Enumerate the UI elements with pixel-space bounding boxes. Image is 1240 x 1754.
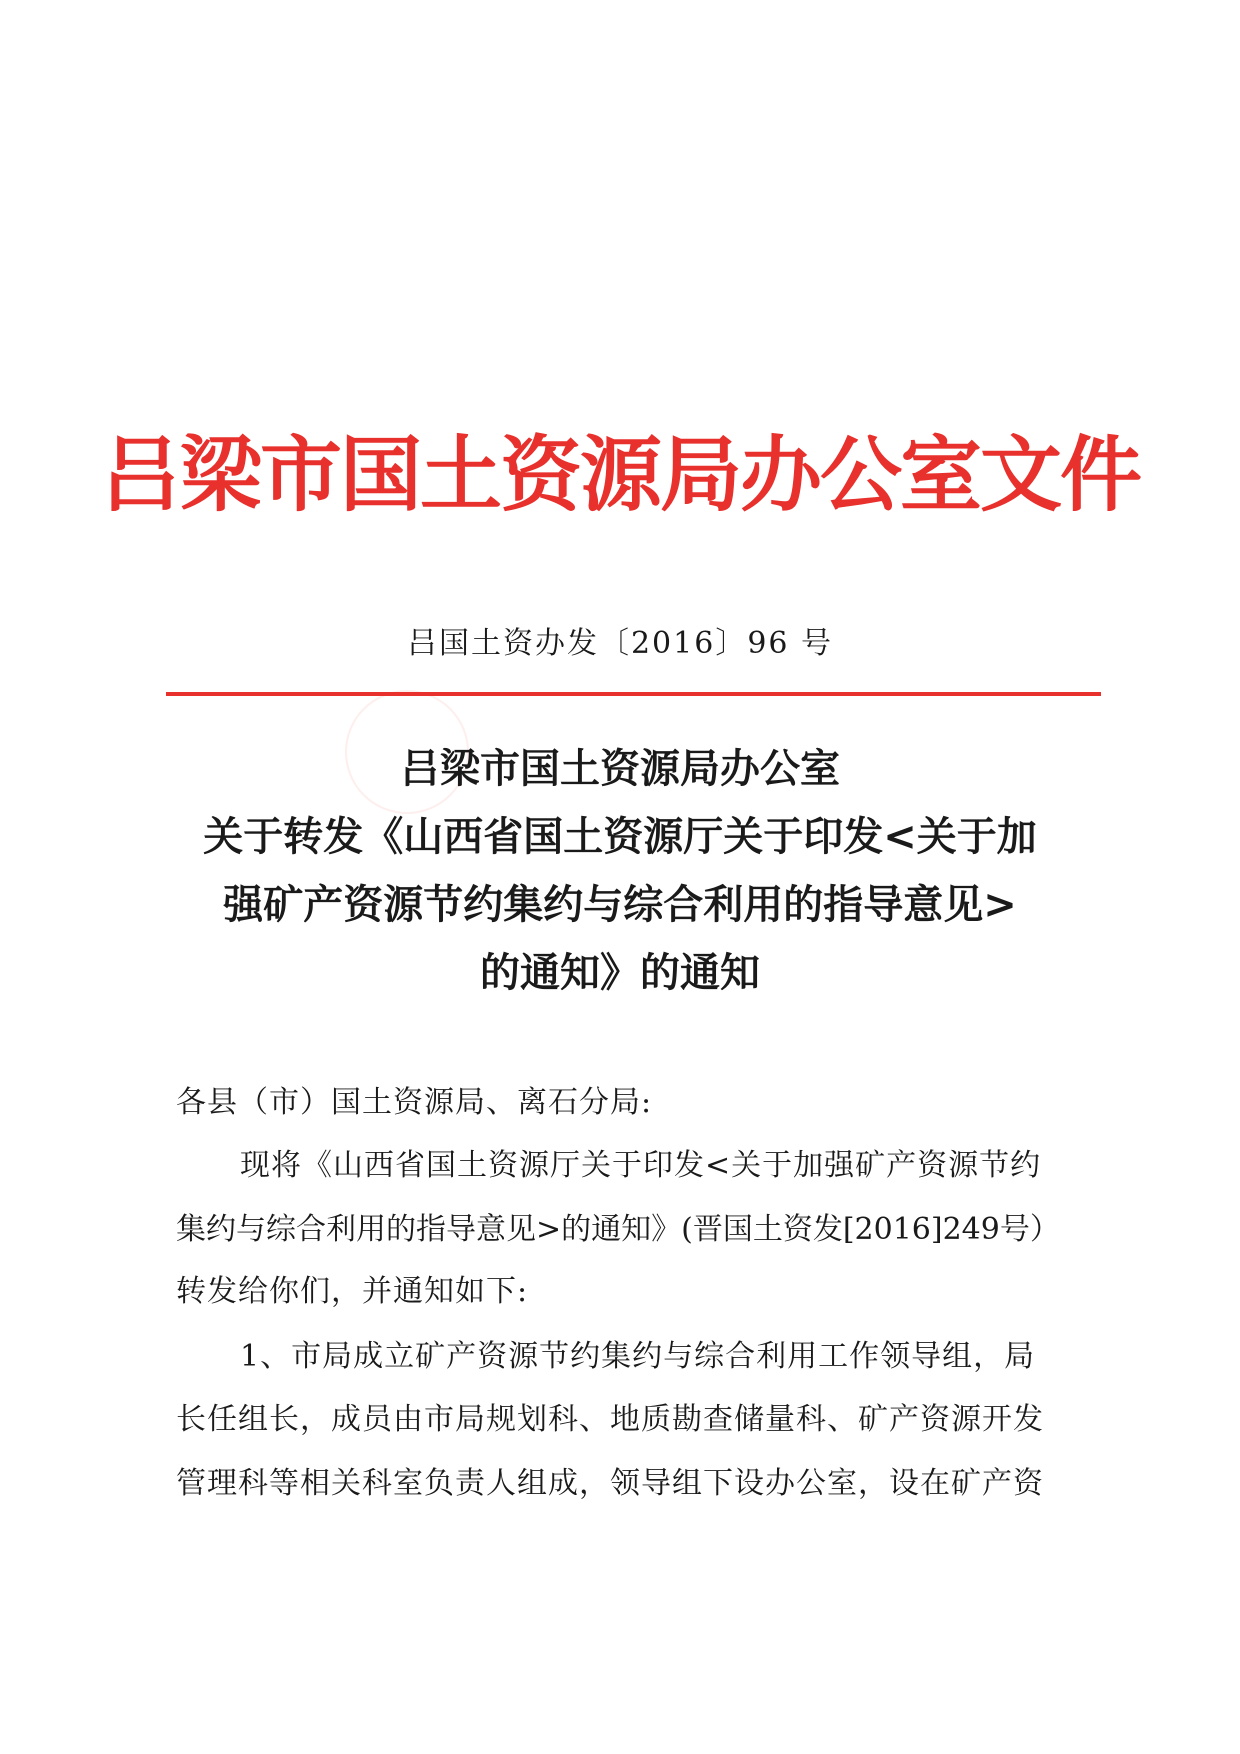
title-line: 的通知》的通知 <box>480 950 760 996</box>
item-line: 1、市局成立矿产资源节约集约与综合利用工作领导组，局 <box>240 1339 1036 1374</box>
issuer-masthead: 吕梁市国土资源局办公室文件 <box>99 427 1140 523</box>
item-line: 长任组长，成员由市局规划科、地质勘查储量科、矿产资源开发 <box>176 1402 1044 1437</box>
document-title <box>150 735 1090 1007</box>
document-number: 吕国土资办发〔2016〕96 号 <box>406 626 834 661</box>
title-line: 关于转发《山西省国土资源厅关于印发<关于加 <box>203 814 1037 860</box>
salutation: 各县（市）国土资源局、离石分局: <box>176 1085 653 1120</box>
red-divider-line <box>166 692 1101 696</box>
title-line: 吕梁市国土资源局办公室 <box>400 746 840 792</box>
item-line: 管理科等相关科室负责人组成，领导组下设办公室，设在矿产资 <box>176 1466 1044 1501</box>
title-line: 强矿产资源节约集约与综合利用的指导意见> <box>223 882 1017 928</box>
paragraph-line: 转发给你们，并通知如下: <box>176 1274 529 1309</box>
paragraph-line: 集约与综合利用的指导意见>的通知》(晋国土资发[2016]249号） <box>176 1212 1060 1247</box>
paragraph-line: 现将《山西省国土资源厅关于印发<关于加强矿产资源节约 <box>240 1148 1042 1183</box>
